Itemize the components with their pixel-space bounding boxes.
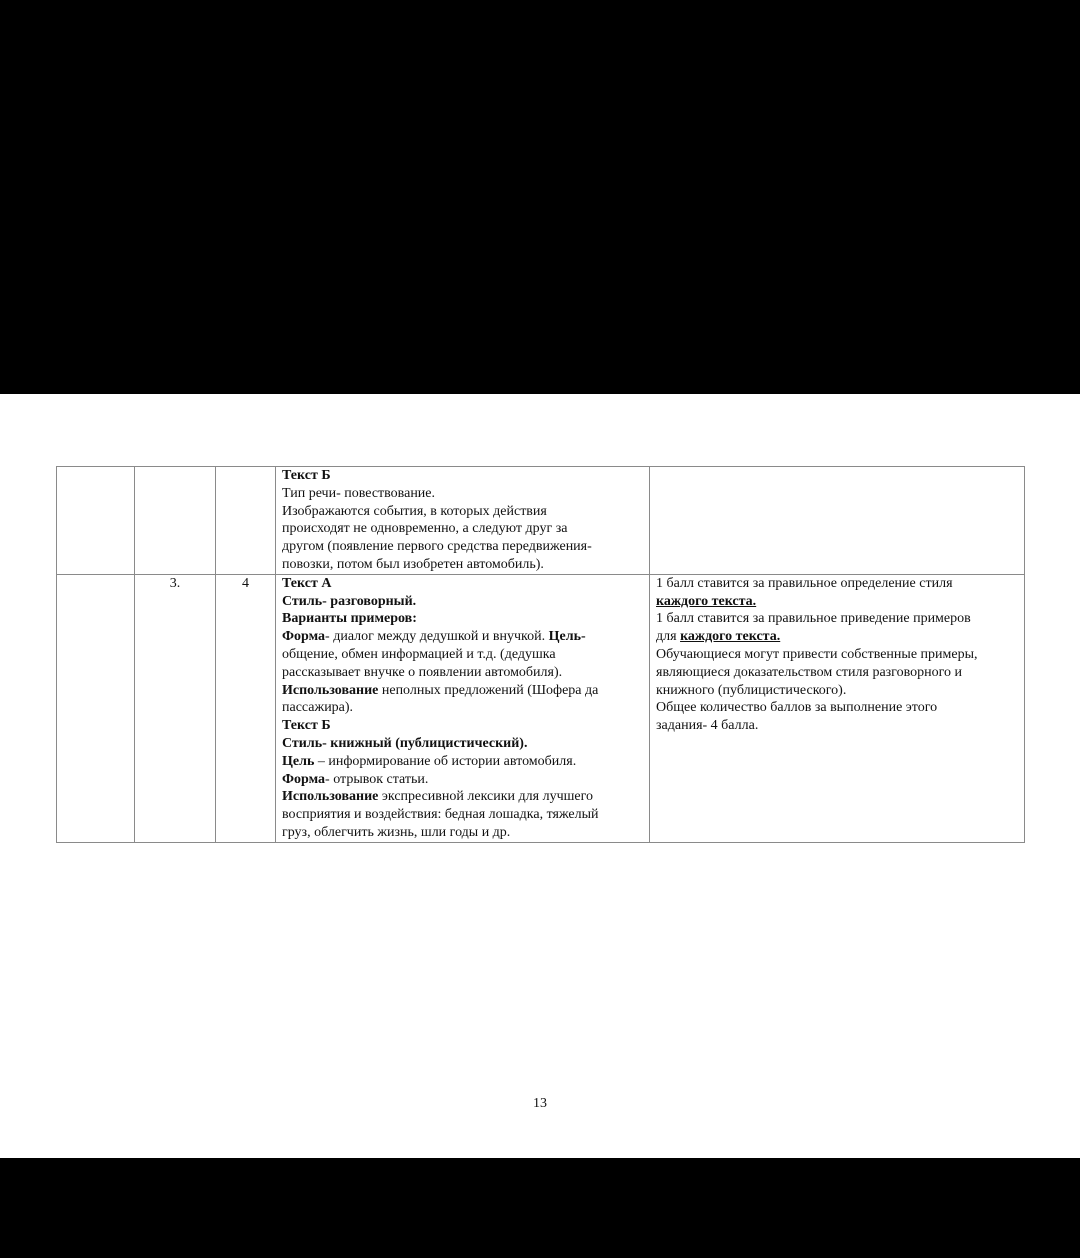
text-line [282, 538, 643, 556]
text-line [282, 610, 643, 628]
text-line [282, 520, 643, 538]
text-run: Общее количество баллов за выполнение этого [656, 700, 938, 716]
text-run: Текст А [282, 575, 332, 591]
row1-text-b-description [276, 467, 650, 575]
text-run: Цель- [548, 629, 586, 645]
text-line [656, 610, 1018, 628]
text-line [656, 575, 1018, 593]
text-run: 1 балл ставится за правильное определение стиля [656, 575, 953, 591]
text-line [282, 682, 643, 700]
text-line [282, 503, 643, 521]
text-run: Стиль- разговорный. [282, 593, 417, 609]
black-band-bottom [0, 1158, 1080, 1258]
grading-criteria [650, 574, 1025, 842]
text-run: Стиль- книжный (публицистический). [282, 735, 528, 751]
text-run: восприятия и воздействия: бедная лошадка, тяжелый [282, 807, 599, 823]
text-run: книжного (публицистического). [656, 682, 847, 698]
text-line [656, 682, 1018, 700]
text-run: груз, облегчить жизнь, шли годы и др. [282, 824, 511, 840]
row1-criteria-empty [650, 467, 1025, 575]
text-run: для [656, 629, 681, 645]
text-run: Варианты примеров: [282, 611, 417, 627]
text-line [282, 699, 643, 717]
text-run: являющиеся доказательством стиля разговорного и [656, 664, 962, 680]
text-line [282, 753, 643, 771]
text-line [282, 664, 643, 682]
text-run: – информирование об истории автомобиля. [314, 753, 577, 769]
text-run: Обучающиеся могут привести собственные примеры, [656, 646, 978, 662]
text-line [656, 664, 1018, 682]
text-run: другом (появление первого средства передвижения- [282, 539, 592, 555]
text-run: неполных предложений (Шофера да [378, 682, 599, 698]
text-run: повозки, потом был изобретен автомобиль). [282, 556, 544, 572]
text-run: - диалог между дедушкой и внучкой. [325, 629, 549, 645]
text-line [282, 575, 643, 593]
text-run: Текст Б [282, 718, 331, 734]
text-run: Тип речи- повествование. [282, 485, 436, 501]
row2-cell-empty [57, 574, 135, 842]
text-line [282, 735, 643, 753]
text-run: Изображаются события, в которых действия [282, 503, 547, 519]
text-line [282, 771, 643, 789]
text-run: Форма [282, 771, 326, 787]
row1-cell-empty-2 [135, 467, 216, 575]
text-run: Цель [282, 753, 315, 769]
text-line [282, 556, 643, 574]
table-row [57, 467, 1025, 575]
text-run: рассказывает внучке о появлении автомобиля). [282, 664, 563, 680]
text-run: Текст Б [282, 468, 331, 483]
text-run: Использование [282, 682, 379, 698]
text-line [282, 628, 643, 646]
max-points: 4 [216, 574, 276, 842]
text-line [656, 699, 1018, 717]
text-line [282, 788, 643, 806]
text-line [282, 806, 643, 824]
text-run: Форма [282, 629, 326, 645]
text-run: пассажира). [282, 700, 354, 716]
text-run: - отрывок статьи. [325, 771, 429, 787]
text-run: общение, обмен информацией и т.д. (дедушка [282, 646, 556, 662]
text-run: каждого текста. [656, 593, 757, 609]
page-number: 13 [533, 1096, 547, 1111]
task-number: 3. [135, 574, 216, 842]
answer-content [276, 574, 650, 842]
text-line [282, 646, 643, 664]
text-line [282, 467, 643, 485]
black-band-top [0, 0, 1080, 394]
text-line [282, 485, 643, 503]
text-line [656, 646, 1018, 664]
text-run: экспресивной лексики для лучшего [378, 789, 594, 805]
text-run: задания- 4 балла. [656, 718, 759, 734]
text-line [282, 593, 643, 611]
text-run: Использование [282, 789, 379, 805]
text-run: происходят не одновременно, а следуют друг за [282, 521, 568, 537]
answer-key-table [56, 466, 1025, 843]
text-run: 1 балл ставится за правильное приведение примеров [656, 611, 971, 627]
text-line [656, 593, 1018, 611]
row1-cell-empty-3 [216, 467, 276, 575]
text-line [282, 824, 643, 842]
text-line [656, 717, 1018, 735]
text-line [282, 717, 643, 735]
text-line [656, 628, 1018, 646]
table-row [57, 574, 1025, 842]
row1-cell-empty-1 [57, 467, 135, 575]
text-run: каждого текста. [680, 629, 781, 645]
